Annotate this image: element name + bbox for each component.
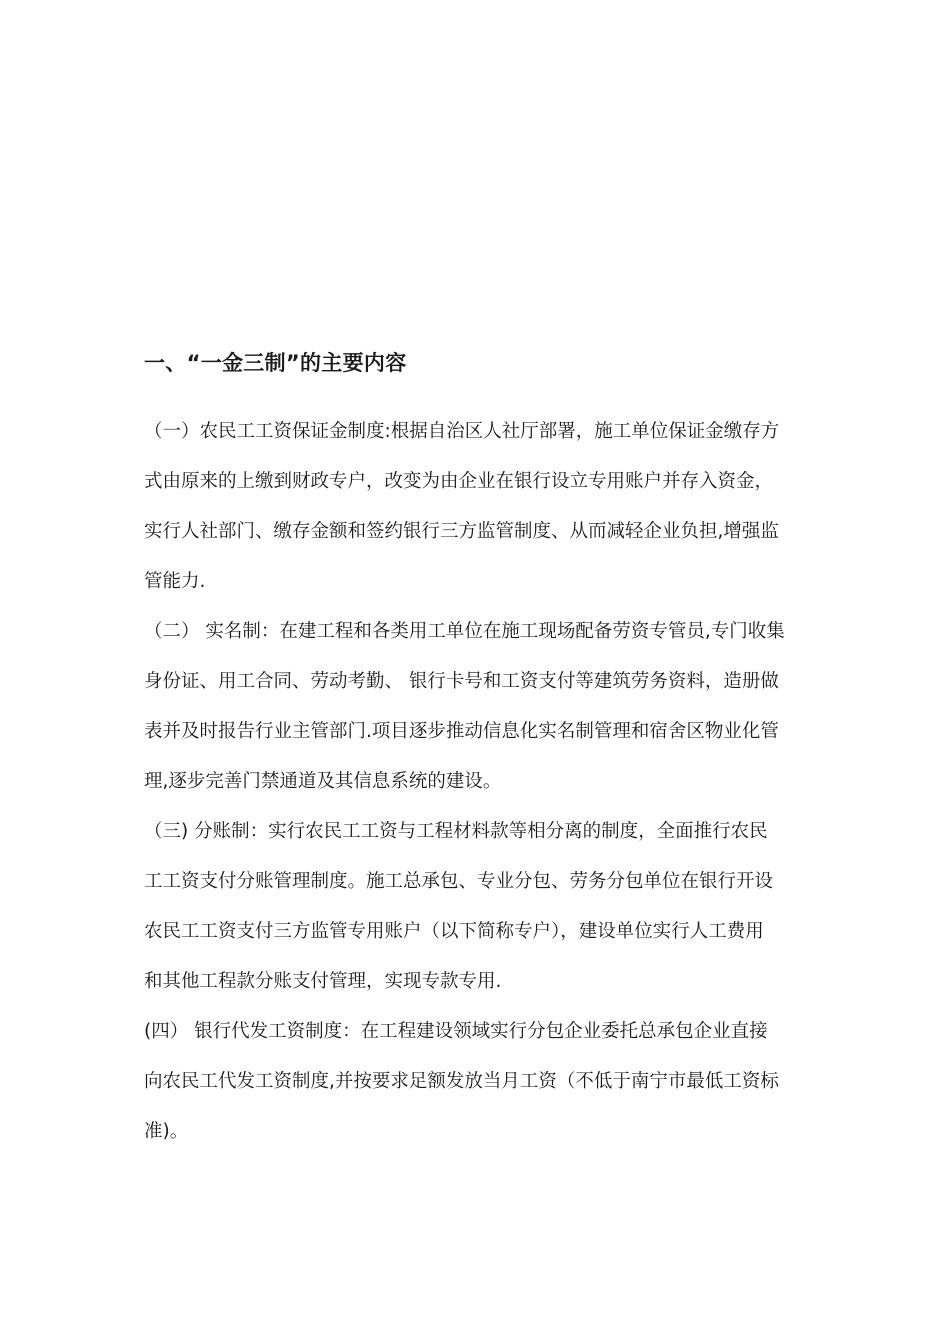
text-line: 农民工工资支付三方监管专用账户（以下简称专户），建设单位实行人工费用	[144, 921, 764, 942]
text-line: （一）农民工工资保证金制度:根据自治区人社厅部署，施工单位保证金缴存方	[144, 421, 780, 442]
paragraph-wage-deposit	[144, 407, 809, 607]
text-line: （三) 分账制：实行农民工工资与工程材料款等相分离的制度，全面推行农民	[144, 821, 768, 842]
text-line: 式由原来的上缴到财政专户，改变为由企业在银行设立专用账户并存入资金，	[144, 471, 774, 492]
paragraph-real-name-system	[144, 607, 809, 807]
text-line: 和其他工程款分账支付管理，实现专款专用.	[144, 971, 502, 992]
document-body	[144, 343, 809, 1157]
paragraph-separate-accounts	[144, 807, 809, 1007]
text-line: 实行人社部门、缴存金额和签约银行三方监管制度、从而减轻企业负担,增强监	[144, 521, 779, 542]
text-line: 准)。	[144, 1121, 189, 1142]
section-heading: 一、“一金三制”的主要内容	[144, 351, 407, 375]
text-line: (四） 银行代发工资制度：在工程建设领域实行分包企业委托总承包企业直接	[144, 1021, 768, 1042]
text-line: 工工资支付分账管理制度。施工总承包、专业分包、劳务分包单位在银行开设	[144, 871, 774, 892]
text-line: 管能力.	[144, 571, 206, 592]
text-line: 身份证、用工合同、劳动考勤、 银行卡号和工资支付等建筑劳务资料，造册做	[144, 671, 779, 692]
text-line: 理,逐步完善门禁通道及其信息系统的建设。	[144, 771, 502, 792]
text-line: 向农民工代发工资制度,并按要求足额发放当月工资（不低于南宁市最低工资标	[144, 1071, 779, 1092]
text-line: （二） 实名制：在建工程和各类用工单位在施工现场配备劳资专管员,专门收集	[144, 621, 785, 642]
paragraph-bank-payroll	[144, 1007, 809, 1157]
text-line: 表并及时报告行业主管部门.项目逐步推动信息化实名制管理和宿舍区物业化管	[144, 721, 779, 742]
